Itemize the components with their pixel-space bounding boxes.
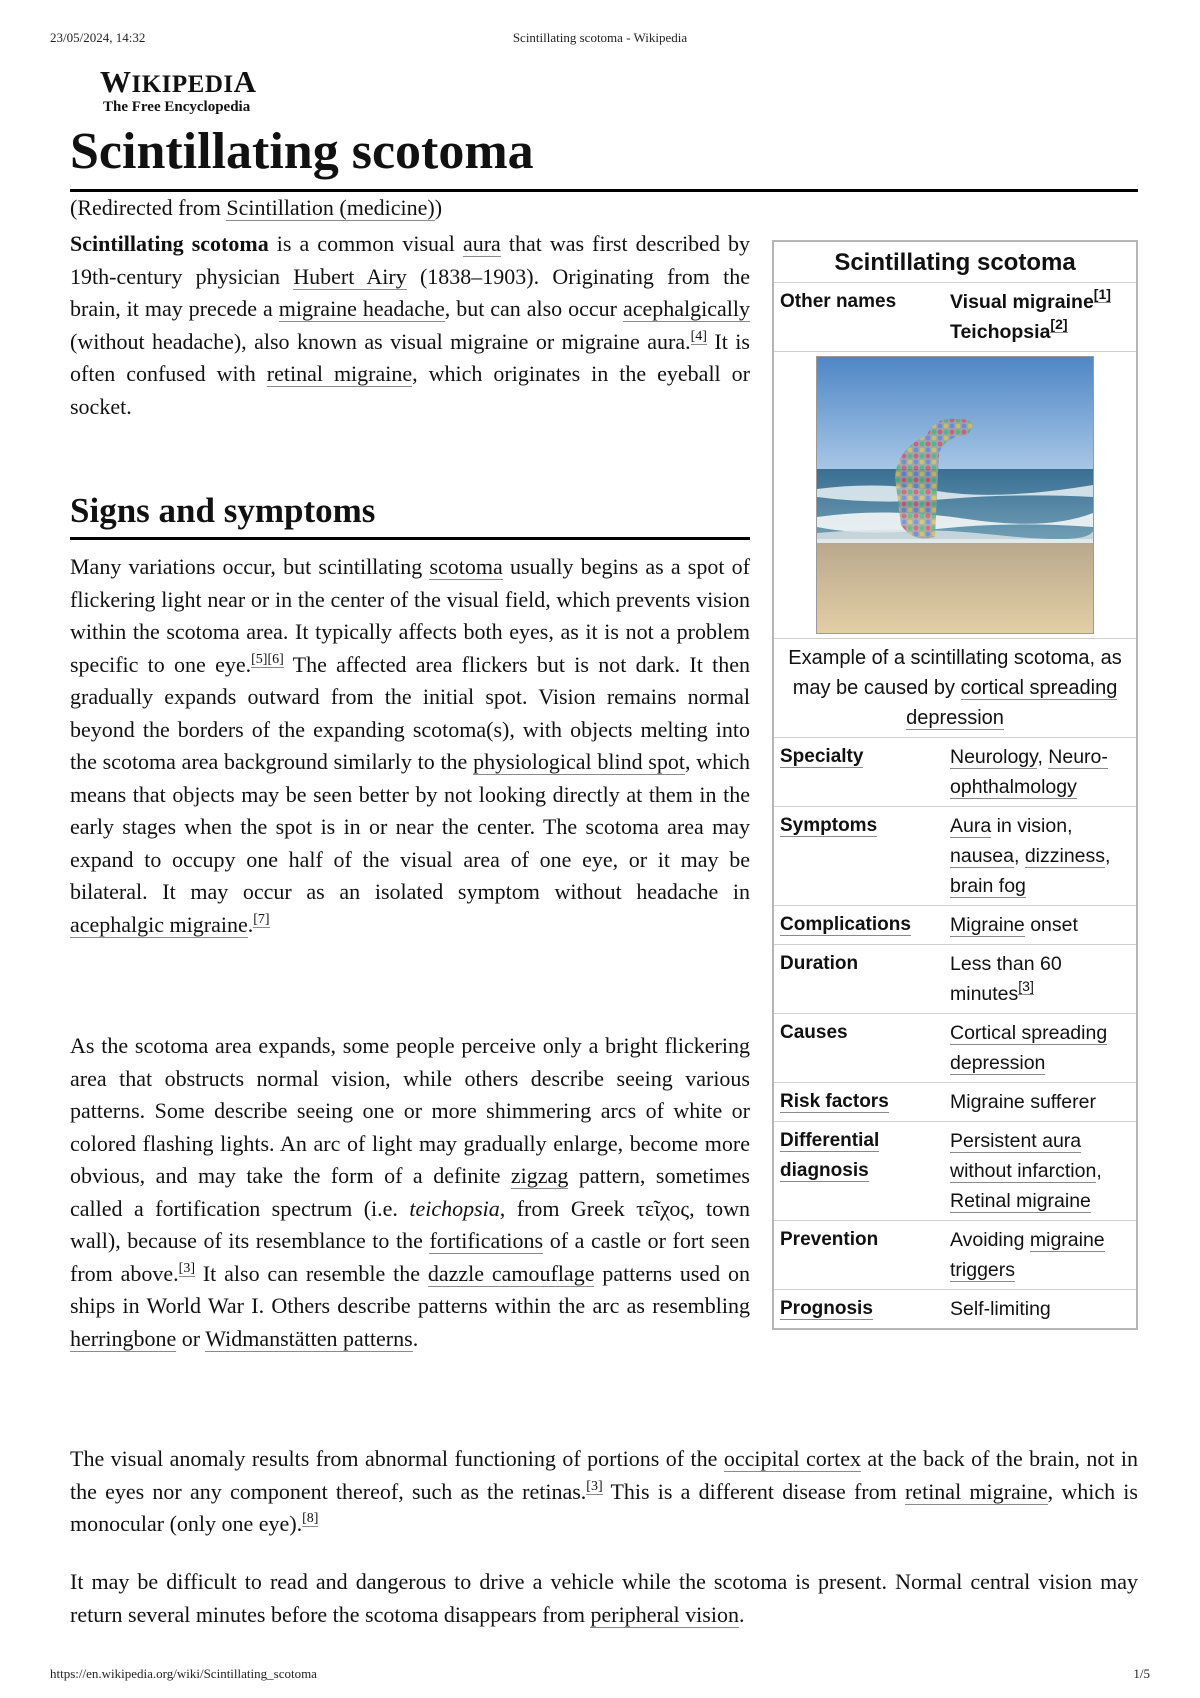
- link-neuro-ophthalmology[interactable]: Neuro-ophthalmology: [950, 746, 1108, 798]
- paragraph-1: Many variations occur, but scintillating scotoma usually begins as a spot of flickering light near or in the center of the visual field, which prevents vision within the scotoma area. It typically affects both eyes, as it is not a problem specific to one eye.[5][6] The affected area flickers but is not dark. It then gradually expands outward from the initial spot. Vision remains normal beyond the borders of the expanding scotoma(s), with objects melting into the scotoma area background similarly to the physiological blind spot, which means that objects may be seen better by not looking directly at them in the early stages when the spot is in or near the center. The scotoma area may expand to occupy one half of the visual area of one eye, or it may be bilateral. It may occur as an isolated symptom without headache in acephalgic migraine.[7]: [70, 554, 751, 937]
- section-heading-signs: Signs and symptoms: [70, 491, 376, 530]
- link-fortifications[interactable]: fortifications: [429, 1228, 544, 1253]
- print-datetime: 23/05/2024, 14:32: [50, 30, 146, 45]
- link-cortical-spreading-depression[interactable]: cortical spreading depression: [906, 677, 1118, 729]
- infobox-image-cell: [774, 352, 1136, 639]
- citation-3[interactable]: [3]: [178, 1260, 195, 1276]
- citation-6[interactable]: [6]: [267, 651, 284, 667]
- citation-4[interactable]: [4]: [690, 328, 707, 344]
- infobox-row-prevention: Prevention Avoiding migraine triggers: [774, 1221, 1136, 1290]
- infobox-value: Migraine sufferer: [950, 1091, 1096, 1113]
- infobox-row-differential: Differential diagnosis Persistent aura without infarction, Retinal migraine: [774, 1122, 1136, 1221]
- infobox-row-other-names: [774, 283, 1136, 352]
- paragraph-4: It may be difficult to read and dangerous to drive a vehicle while the scotoma is present. Normal central vision may return several minutes before the scotoma disappears from peripheral vision.: [70, 1569, 1138, 1627]
- infobox-label-differential[interactable]: Differential diagnosis: [780, 1130, 880, 1181]
- section-divider: [70, 537, 750, 540]
- lead-paragraph: Scintillating scotoma is a common visual aura that was first described by 19th-century physician Hubert Airy (1838–1903). Originating from the brain, it may precede a migraine headache, but can also occur acephalgically (without headache), also known as visual migraine or migraine aura.[4] It is often confused with retinal migraine, which originates in the eyeball or socket.: [70, 231, 751, 419]
- print-header: [50, 30, 1150, 46]
- infobox-label-symptoms[interactable]: Symptoms: [780, 815, 878, 836]
- redirect-link[interactable]: Scintillation (medicine): [226, 195, 435, 220]
- redirect-notice: (Redirected from Scintillation (medicine)): [70, 195, 443, 220]
- link-hubert-airy[interactable]: Hubert Airy: [293, 263, 407, 289]
- link-widmanstatten[interactable]: Widmanstätten patterns: [205, 1325, 413, 1351]
- infobox-row-prognosis: [774, 1290, 1136, 1328]
- page-title: Scintillating scotoma: [70, 123, 534, 180]
- infobox-row-risk-factors: [774, 1083, 1136, 1122]
- infobox-value: Self-limiting: [950, 1298, 1051, 1320]
- infobox-row-specialty: Specialty Neurology, Neuro-ophthalmology: [774, 738, 1136, 807]
- infobox-label-prevention: Prevention: [780, 1229, 879, 1250]
- link-aura[interactable]: aura: [462, 231, 501, 256]
- link-persistent-aura[interactable]: Persistent aura without infarction: [950, 1130, 1097, 1182]
- link-migraine-triggers[interactable]: migraine triggers: [950, 1229, 1105, 1281]
- link-brain-fog[interactable]: brain fog: [950, 875, 1026, 897]
- infobox-label: Other names: [780, 291, 897, 312]
- link-occipital-cortex[interactable]: occipital cortex: [723, 1446, 861, 1471]
- infobox-row-duration: Duration Less than 60 minutes[3]: [774, 945, 1136, 1014]
- wikipedia-logo[interactable]: [100, 66, 257, 116]
- citation-3[interactable]: [3]: [586, 1478, 603, 1494]
- paragraph-3: The visual anomaly results from abnormal functioning of portions of the occipital cortex at the back of the brain, not in the eyes nor any component thereof, such as the retinas.[3] This is a different disease from retinal migraine, which is monocular (only one eye).[8]: [70, 1446, 1138, 1536]
- link-migraine-headache[interactable]: migraine headache: [278, 296, 445, 321]
- link-retinal-migraine[interactable]: retinal migraine: [266, 361, 413, 386]
- infobox-row-complications: Complications Migraine onset: [774, 906, 1136, 945]
- title-divider: [70, 189, 1138, 192]
- citation-5[interactable]: [5]: [251, 651, 268, 667]
- link-blind-spot[interactable]: physiological blind spot: [473, 749, 685, 774]
- link-retinal-migraine[interactable]: Retinal migraine: [950, 1190, 1091, 1212]
- infobox-row-symptoms: Symptoms Aura in vision, nausea, dizziness, brain fog: [774, 807, 1136, 906]
- print-page-title: Scintillating scotoma - Wikipedia: [512, 30, 688, 45]
- wikipedia-tagline: The Free Encyclopedia: [103, 99, 251, 115]
- link-retinal-migraine[interactable]: retinal migraine: [904, 1478, 1048, 1504]
- infobox-label-specialty[interactable]: Specialty: [780, 746, 864, 767]
- infobox-value: Visual migraine[1] Teichopsia[2]: [950, 286, 1111, 343]
- citation-3[interactable]: [3]: [1018, 978, 1034, 994]
- citation-2[interactable]: [2]: [1050, 316, 1068, 332]
- link-acephalgically[interactable]: acephalgically: [622, 296, 751, 321]
- citation-8[interactable]: [8]: [302, 1511, 319, 1526]
- infobox-row-causes: [774, 1014, 1136, 1083]
- link-zigzag[interactable]: zigzag: [510, 1163, 569, 1188]
- wikipedia-wordmark: WIKIPEDIA: [100, 64, 257, 99]
- print-page-number: 1/5: [1133, 1666, 1150, 1681]
- infobox-label-prognosis[interactable]: Prognosis: [780, 1298, 873, 1319]
- scotoma-example-image[interactable]: [816, 356, 1094, 634]
- infobox-label-risk-factors[interactable]: Risk factors: [780, 1091, 889, 1112]
- infobox-label-causes: Causes: [780, 1022, 848, 1043]
- link-scotoma[interactable]: scotoma: [429, 554, 503, 579]
- link-nausea[interactable]: nausea: [950, 845, 1014, 867]
- paragraph-2: As the scotoma area expands, some people perceive only a bright flickering area that obstructs normal vision, while others describe seeing various patterns. Some describe seeing one or more shimmering arcs of white or colored flashing lights. An arc of light may gradually enlarge, become more obvious, and may take the form of a definite zigzag pattern, sometimes called a fortification spectrum (i.e. teichopsia, from Greek τεῖχος, town wall), because of its resemblance to the fortifications of a castle or fort seen from above.[3] It also can resemble the dazzle camouflage patterns used on ships in World War I. Others describe patterns within the arc as resembling herringbone or Widmanstätten patterns.: [70, 1033, 751, 1351]
- citation-1[interactable]: [1]: [1093, 286, 1111, 302]
- print-url: https://en.wikipedia.org/wiki/Scintillating_scotoma: [50, 1666, 317, 1681]
- citation-7[interactable]: [7]: [253, 911, 270, 927]
- link-neurology[interactable]: Neurology: [950, 746, 1038, 768]
- infobox-label-complications[interactable]: Complications: [780, 914, 911, 935]
- link-dazzle-camouflage[interactable]: dazzle camouflage: [427, 1260, 595, 1286]
- link-cortical-spreading-depression[interactable]: Cortical spreading depression: [950, 1022, 1108, 1074]
- infobox-label-duration: Duration: [780, 953, 859, 974]
- infobox-title: Scintillating scotoma: [774, 242, 1136, 283]
- link-dizziness[interactable]: dizziness: [1024, 845, 1106, 867]
- print-footer: [50, 1666, 1150, 1682]
- link-migraine[interactable]: Migraine: [950, 914, 1025, 936]
- link-herringbone[interactable]: herringbone: [70, 1325, 177, 1351]
- infobox-caption: Example of a scintillating scotoma, as may be caused by cortical spreading depression: [774, 639, 1136, 738]
- link-aura[interactable]: Aura: [950, 815, 992, 837]
- link-acephalgic-migraine[interactable]: acephalgic migraine: [70, 911, 248, 937]
- link-peripheral-vision[interactable]: peripheral vision: [590, 1601, 739, 1627]
- infobox: [772, 240, 1138, 1330]
